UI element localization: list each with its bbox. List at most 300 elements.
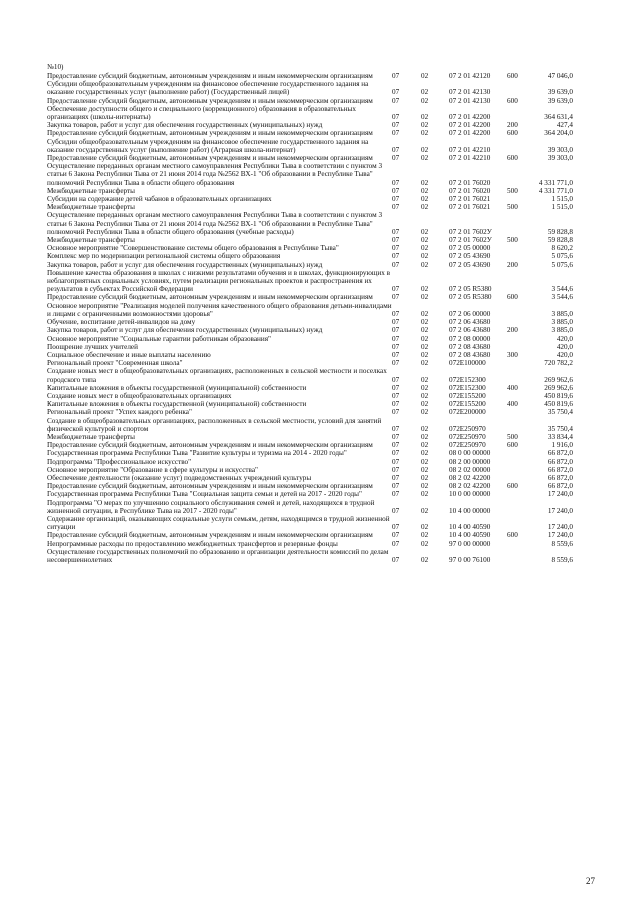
amount: 450 819,6 (544, 391, 573, 400)
subsection-code: 02 (421, 457, 429, 466)
table-row (47, 490, 573, 498)
expense-name: Основное мероприятие "Реализация моделей получения качественного общего образования детьми-инвалидами и лицами с ограниченными возможностями здоровья" (47, 301, 392, 318)
expense-type-code (507, 302, 533, 318)
subsection-code: 02 (421, 359, 429, 368)
expense-name: Региональный проект "Современная школа" (47, 359, 183, 368)
amount: 3 544,6 (551, 285, 573, 294)
target-article-code: 07 2 05 43690 (449, 260, 491, 269)
table-row (47, 474, 573, 482)
expense-type-code (507, 449, 533, 457)
subsection-code: 02 (421, 342, 429, 351)
section-code: 07 (392, 252, 400, 261)
expense-name: Закупка товаров, работ и услуг для обеспечения государственных (муниципальных) нужд (47, 326, 323, 335)
subsection-code: 02 (421, 318, 429, 327)
table-row (47, 195, 573, 203)
target-article-code: 07 2 05 R5380 (449, 285, 492, 294)
amount: 39 303,0 (547, 154, 573, 163)
expense-name: Предоставление субсидий бюджетным, автономным учреждениям и иным некоммерческим организациям (47, 96, 373, 105)
target-article-code: 07 2 08 43680 (449, 342, 491, 351)
expense-type-code: 300 (507, 350, 518, 359)
subsection-code: 02 (421, 375, 429, 384)
amount: 720 782,2 (544, 359, 573, 368)
section-code: 07 (392, 350, 400, 359)
expense-type-code (507, 162, 533, 187)
expense-name: Обеспечение деятельности (оказание услуг) подведомственных учреждений культуры (47, 473, 312, 482)
amount: 3 885,0 (551, 318, 573, 327)
table-row (47, 335, 573, 343)
amount: 420,0 (556, 350, 573, 359)
expense-name: Основное мероприятие "Социальные гарантии работникам образования" (47, 334, 271, 343)
table-row (47, 154, 573, 162)
expense-name: Основное мероприятие "Образование в сфере культуры и искусства" (47, 465, 258, 474)
subsection-code: 02 (421, 252, 429, 261)
expense-name: Обучение, воспитание детей-инвалидов на дому (47, 318, 196, 327)
subsection-code: 02 (421, 482, 429, 491)
expense-type-code (507, 359, 533, 367)
expense-type-code (507, 367, 533, 383)
target-article-code: 07 2 08 00000 (449, 334, 491, 343)
section-code: 07 (392, 309, 400, 318)
expense-type-code: 400 (507, 400, 518, 409)
expense-name: Осуществление переданных органам местного самоуправления Республики Тыва в соответствии с пунктом 3 статьи 6 Закона Республики Тыва от 21 июня 2014 года №2562 ВХ-1 "Об образовании в Республике Тыва" полномочий Республики Тыва в области общего образования (47, 162, 383, 187)
section-code: 07 (392, 227, 400, 236)
expense-name: Межбюджетные трансферты (47, 203, 135, 212)
target-article-code: 072E152300 (449, 375, 486, 384)
amount: 66 872,0 (547, 465, 573, 474)
target-article-code: 072E250970 (449, 441, 486, 450)
target-article-code: 072E250970 (449, 424, 486, 433)
expense-type-code: 200 (507, 260, 518, 269)
section-code: 07 (392, 334, 400, 343)
subsection-code: 02 (421, 334, 429, 343)
subsection-code: 02 (421, 531, 429, 540)
table-row (47, 466, 573, 474)
amount: 39 303,0 (547, 145, 573, 154)
expense-type-code (507, 548, 533, 564)
target-article-code: 072E200000 (449, 408, 486, 417)
section-code: 07 (392, 539, 400, 548)
expense-type-code: 600 (507, 72, 518, 80)
table-row (47, 293, 573, 301)
section-code: 07 (392, 424, 400, 433)
amount: 4 331 771,0 (538, 178, 573, 187)
table-row (47, 318, 573, 326)
table-row (47, 499, 573, 515)
table-row (47, 244, 573, 252)
section-code: 07 (392, 473, 400, 482)
table-row (47, 138, 573, 154)
expense-type-code (507, 408, 533, 416)
table-row (47, 129, 573, 137)
subsection-code: 02 (421, 88, 429, 97)
target-article-code: 07 2 01 42200 (449, 121, 491, 130)
expense-name: Основное мероприятие "Совершенствование системы общего образования в Республике Тыва" (47, 244, 339, 253)
table-row (47, 540, 573, 548)
expense-name: Комплекс мер по модернизации региональной системы общего образования (47, 252, 281, 261)
subsection-code: 02 (421, 539, 429, 548)
amount: 269 962,6 (544, 383, 573, 392)
section-code: 07 (392, 113, 400, 122)
subsection-code: 02 (421, 227, 429, 236)
amount: 17 240,0 (547, 506, 573, 515)
expense-name: Повышение качества образования в школах с низкими результатами обучения и в школах, функционирующих в неблагоприятных социальных условиях, путем реализации региональных проектов и распространения их результатов в субъектах Российской Федерации (47, 268, 390, 294)
target-article-code: 072E250970 (449, 432, 486, 441)
expense-name: Закупка товаров, работ и услуг для обеспечения государственных (муниципальных) нужд (47, 121, 323, 130)
amount: 1 916,0 (551, 441, 573, 450)
table-row (47, 261, 573, 269)
target-article-code: 072E100000 (449, 359, 486, 368)
section-code: 07 (392, 244, 400, 253)
budget-table-body (47, 72, 573, 564)
target-article-code: 10 4 00 40590 (449, 531, 491, 540)
expense-name: Создание новых мест в общеобразовательных организациях, расположенных в сельской местности и поселках городского типа (47, 367, 387, 384)
subsection-code: 02 (421, 408, 429, 417)
table-row (47, 343, 573, 351)
expense-type-code (507, 417, 533, 433)
subsection-code: 02 (421, 523, 429, 532)
target-article-code: 10 4 00 40590 (449, 523, 491, 532)
section-code: 07 (392, 293, 400, 302)
section-code: 07 (392, 449, 400, 458)
expense-type-code: 600 (507, 293, 518, 302)
amount: 269 962,6 (544, 375, 573, 384)
expense-type-code: 400 (507, 383, 518, 392)
target-article-code: 07 2 01 76020 (449, 178, 491, 187)
continued-note: №10) (47, 63, 64, 71)
target-article-code: 07 2 06 43680 (449, 326, 491, 335)
amount: 66 872,0 (547, 457, 573, 466)
table-row (47, 105, 573, 121)
amount: 39 639,0 (547, 96, 573, 105)
target-article-code: 07 2 08 43680 (449, 350, 491, 359)
section-code: 07 (392, 96, 400, 105)
expense-name: Закупка товаров, работ и услуг для обеспечения государственных (муниципальных) нужд (47, 260, 323, 269)
subsection-code: 02 (421, 473, 429, 482)
section-code: 07 (392, 326, 400, 335)
section-code: 07 (392, 88, 400, 97)
expense-type-code: 500 (507, 186, 518, 195)
expense-type-code (507, 343, 533, 351)
table-row (47, 252, 573, 260)
target-article-code: 07 2 01 42130 (449, 88, 491, 97)
section-code: 07 (392, 375, 400, 384)
target-article-code: 07 2 01 42200 (449, 113, 491, 122)
expense-type-code (507, 458, 533, 466)
amount: 3 885,0 (551, 326, 573, 335)
section-code: 07 (392, 400, 400, 409)
target-article-code: 08 0 00 00000 (449, 449, 491, 458)
table-row (47, 121, 573, 129)
amount: 59 828,8 (547, 236, 573, 245)
subsection-code: 02 (421, 326, 429, 335)
amount: 66 872,0 (547, 473, 573, 482)
expense-name: Капитальные вложения в объекты государственной (муниципальной) собственности (47, 383, 307, 392)
expense-name: Государственная программа Республики Тыва "Развитие культуры и туризма на 2014 - 2020 годы" (47, 449, 347, 458)
expense-name: Непрограммные расходы по предоставлению межбюджетных трансфертов и резервные фонды (47, 539, 338, 548)
table-row (47, 515, 573, 531)
table-row (47, 326, 573, 334)
expense-name: Субсидии на содержание детей чабанов в образовательных организациях (47, 195, 272, 204)
expense-type-code (507, 195, 533, 203)
expense-name: Осуществление переданных органам местного самоуправления Республики Тыва в соответствии с пунктом 3 статьи 6 Закона Республики Тыва от 21 июня 2014 года №2562 ВХ-1 "Об образовании в Республике Тыва" полномочий Республики Тыва в области общего образования (учебные расходы) (47, 211, 383, 236)
section-code: 07 (392, 531, 400, 540)
table-row (47, 384, 573, 392)
target-article-code: 07 2 05 R5380 (449, 293, 492, 302)
table-row (47, 458, 573, 466)
expense-type-code: 200 (507, 121, 518, 130)
subsection-code: 02 (421, 195, 429, 204)
section-code: 07 (392, 523, 400, 532)
expense-name: Капитальные вложения в объекты государственной (муниципальной) собственности (47, 400, 307, 409)
expense-type-code: 500 (507, 432, 518, 441)
expense-name: Содержание организаций, оказывающих социальные услуги семьям, детям, находящимся в трудной жизненной ситуации (47, 514, 390, 532)
table-row (47, 482, 573, 490)
expense-name: Межбюджетные трансферты (47, 432, 135, 441)
table-row (47, 359, 573, 367)
target-article-code: 072E155200 (449, 391, 486, 400)
section-code: 07 (392, 490, 400, 499)
expense-type-code (507, 252, 533, 260)
subsection-code: 02 (421, 432, 429, 441)
subsection-code: 02 (421, 244, 429, 253)
subsection-code: 02 (421, 465, 429, 474)
table-row (47, 302, 573, 318)
table-row (47, 72, 573, 80)
expense-type-code (507, 269, 533, 294)
amount: 17 240,0 (547, 523, 573, 532)
section-code: 07 (392, 145, 400, 154)
expense-type-code: 500 (507, 203, 518, 212)
subsection-code: 02 (421, 72, 429, 80)
table-row (47, 417, 573, 433)
target-article-code: 97 0 00 76100 (449, 555, 491, 564)
subsection-code: 02 (421, 203, 429, 212)
table-row (47, 408, 573, 416)
section-code: 07 (392, 121, 400, 130)
amount: 450 819,6 (544, 400, 573, 409)
amount: 1 515,0 (551, 203, 573, 212)
subsection-code: 02 (421, 113, 429, 122)
section-code: 07 (392, 260, 400, 269)
section-code: 07 (392, 285, 400, 294)
expense-name: Подпрограмма "О мерах по улучшению социального обслуживания семей и детей, находящихся в трудной жизненной ситуации, в Республике Тыва на 2017 - 2020 годы" (47, 498, 375, 515)
section-code: 07 (392, 72, 400, 80)
subsection-code: 02 (421, 96, 429, 105)
expense-type-code (507, 138, 533, 154)
target-article-code: 08 2 02 00000 (449, 465, 491, 474)
section-code: 07 (392, 457, 400, 466)
expense-name: Региональный проект "Успех каждого ребенка" (47, 408, 192, 417)
expense-type-code (507, 211, 533, 236)
table-row (47, 392, 573, 400)
expense-type-code (507, 105, 533, 121)
table-row (47, 548, 573, 564)
expense-name: Предоставление субсидий бюджетным, автономным учреждениям и иным некоммерческим организациям (47, 154, 373, 163)
table-row (47, 433, 573, 441)
subsection-code: 02 (421, 400, 429, 409)
target-article-code: 07 2 01 42120 (449, 72, 491, 80)
expense-type-code: 600 (507, 154, 518, 163)
expense-type-code: 600 (507, 129, 518, 138)
amount: 59 828,8 (547, 227, 573, 236)
amount: 5 075,6 (551, 252, 573, 261)
amount: 33 834,4 (547, 432, 573, 441)
target-article-code: 072E155200 (449, 400, 486, 409)
expense-name: Социальное обеспечение и иные выплаты населению (47, 350, 211, 359)
section-code: 07 (392, 359, 400, 368)
subsection-code: 02 (421, 236, 429, 245)
expense-name: Предоставление субсидий бюджетным, автономным учреждениям и иным некоммерческим организациям (47, 531, 373, 540)
section-code: 07 (392, 342, 400, 351)
subsection-code: 02 (421, 449, 429, 458)
subsection-code: 02 (421, 424, 429, 433)
expense-type-code: 200 (507, 326, 518, 335)
expense-type-code: 500 (507, 236, 518, 245)
amount: 8 620,2 (551, 244, 573, 253)
table-row (47, 531, 573, 539)
section-code: 07 (392, 555, 400, 564)
expense-type-code (507, 318, 533, 326)
expense-name: Предоставление субсидий бюджетным, автономным учреждениям и иным некоммерческим организациям (47, 129, 373, 138)
target-article-code: 07 2 01 42210 (449, 154, 491, 163)
expense-name: Государственная программа Республики Тыва "Социальная защита семьи и детей на 2017 - 2020 годы" (47, 490, 362, 499)
section-code: 07 (392, 465, 400, 474)
target-article-code: 07 2 05 43690 (449, 252, 491, 261)
subsection-code: 02 (421, 441, 429, 450)
section-code: 07 (392, 236, 400, 245)
subsection-code: 02 (421, 129, 429, 138)
target-article-code: 10 0 00 00000 (449, 490, 491, 499)
target-article-code: 07 2 01 42210 (449, 145, 491, 154)
subsection-code: 02 (421, 555, 429, 564)
expense-name: Осуществление государственных полномочий по образованию и организации деятельности комиссий по делам несовершеннолетних (47, 547, 389, 564)
amount: 420,0 (556, 334, 573, 343)
subsection-code: 02 (421, 154, 429, 163)
subsection-code: 02 (421, 293, 429, 302)
table-row (47, 441, 573, 449)
section-code: 07 (392, 506, 400, 515)
expense-name: Предоставление субсидий бюджетным, автономным учреждениям и иным некоммерческим организациям (47, 482, 373, 491)
table-row (47, 162, 573, 187)
expense-name: Поощрение лучших учителей (47, 342, 138, 351)
target-article-code: 07 2 06 00000 (449, 309, 491, 318)
expense-name: Субсидии общеобразовательным учреждениям на финансовое обеспечение государственного задания на оказание государственных услуг (выполнение работ) (Государственный лицей) (47, 80, 369, 97)
table-row (47, 351, 573, 359)
subsection-code: 02 (421, 186, 429, 195)
expense-name: Создание в общеобразовательных организациях, расположенных в сельской местности, условий для занятий физической культурой и спортом (47, 416, 382, 433)
expense-type-code (507, 474, 533, 482)
amount: 35 750,4 (547, 408, 573, 417)
expense-name: Подпрограмма "Профессиональное искусство" (47, 457, 192, 466)
amount: 427,4 (556, 121, 573, 130)
expense-name: Предоставление субсидий бюджетным, автономным учреждениям и иным некоммерческим организациям (47, 72, 373, 80)
target-article-code: 07 2 01 76021 (449, 195, 491, 204)
target-article-code: 97 0 00 00000 (449, 539, 491, 548)
expense-type-code: 600 (507, 441, 518, 450)
expense-name: Субсидии общеобразовательным учреждениям на финансовое обеспечение государственного задания на оказание государственных услуг (выполнение работ) (Аграрная школа-интернат) (47, 137, 369, 154)
target-article-code: 07 2 01 76020 (449, 186, 491, 195)
section-code: 07 (392, 195, 400, 204)
target-article-code: 07 2 01 42130 (449, 96, 491, 105)
expense-type-code: 600 (507, 531, 518, 540)
expense-type-code: 600 (507, 482, 518, 491)
table-row (47, 449, 573, 457)
page-number: 27 (586, 876, 595, 886)
table-row (47, 211, 573, 236)
target-article-code: 07 2 01 76021 (449, 203, 491, 212)
target-article-code: 10 4 00 00000 (449, 506, 491, 515)
target-article-code: 07 2 01 7602У (449, 236, 492, 245)
expense-type-code: 600 (507, 96, 518, 105)
section-code: 07 (392, 186, 400, 195)
expense-name: Предоставление субсидий бюджетным, автономным учреждениям и иным некоммерческим организациям (47, 441, 373, 450)
target-article-code: 08 2 02 42200 (449, 482, 491, 491)
amount: 66 872,0 (547, 482, 573, 491)
expense-name: Предоставление субсидий бюджетным, автономным учреждениям и иным некоммерческим организациям (47, 293, 373, 302)
subsection-code: 02 (421, 309, 429, 318)
section-code: 07 (392, 441, 400, 450)
amount: 17 240,0 (547, 531, 573, 540)
section-code: 07 (392, 203, 400, 212)
amount: 3 885,0 (551, 309, 573, 318)
section-code: 07 (392, 408, 400, 417)
section-code: 07 (392, 129, 400, 138)
subsection-code: 02 (421, 121, 429, 130)
expense-name: Обеспечение доступности общего и специального (коррекционного) образования в образовательных организациях (школы-интернаты) (47, 104, 356, 122)
amount: 5 075,6 (551, 260, 573, 269)
expense-type-code (507, 490, 533, 498)
section-code: 07 (392, 178, 400, 187)
target-article-code: 07 2 05 00000 (449, 244, 491, 253)
subsection-code: 02 (421, 260, 429, 269)
subsection-code: 02 (421, 145, 429, 154)
amount: 8 559,6 (551, 539, 573, 548)
expense-name: Межбюджетные трансферты (47, 186, 135, 195)
table-row (47, 187, 573, 195)
section-code: 07 (392, 383, 400, 392)
target-article-code: 08 2 02 42200 (449, 473, 491, 482)
expense-type-code (507, 80, 533, 96)
section-code: 07 (392, 432, 400, 441)
expense-type-code (507, 515, 533, 531)
amount: 420,0 (556, 342, 573, 351)
amount: 39 639,0 (547, 88, 573, 97)
amount: 66 872,0 (547, 449, 573, 458)
amount: 364 204,0 (544, 129, 573, 138)
target-article-code: 08 2 00 00000 (449, 457, 491, 466)
subsection-code: 02 (421, 383, 429, 392)
section-code: 07 (392, 154, 400, 163)
section-code: 07 (392, 482, 400, 491)
expense-type-code (507, 540, 533, 548)
expense-name: Создание новых мест в общеобразовательных организациях (47, 391, 232, 400)
subsection-code: 02 (421, 350, 429, 359)
target-article-code: 07 2 01 7602У (449, 227, 492, 236)
table-row (47, 269, 573, 294)
subsection-code: 02 (421, 178, 429, 187)
section-code: 07 (392, 391, 400, 400)
amount: 3 544,6 (551, 293, 573, 302)
subsection-code: 02 (421, 391, 429, 400)
subsection-code: 02 (421, 490, 429, 499)
expense-type-code (507, 466, 533, 474)
table-row (47, 97, 573, 105)
table-row (47, 236, 573, 244)
subsection-code: 02 (421, 506, 429, 515)
amount: 17 240,0 (547, 490, 573, 499)
amount: 4 331 771,0 (538, 186, 573, 195)
amount: 35 750,4 (547, 424, 573, 433)
